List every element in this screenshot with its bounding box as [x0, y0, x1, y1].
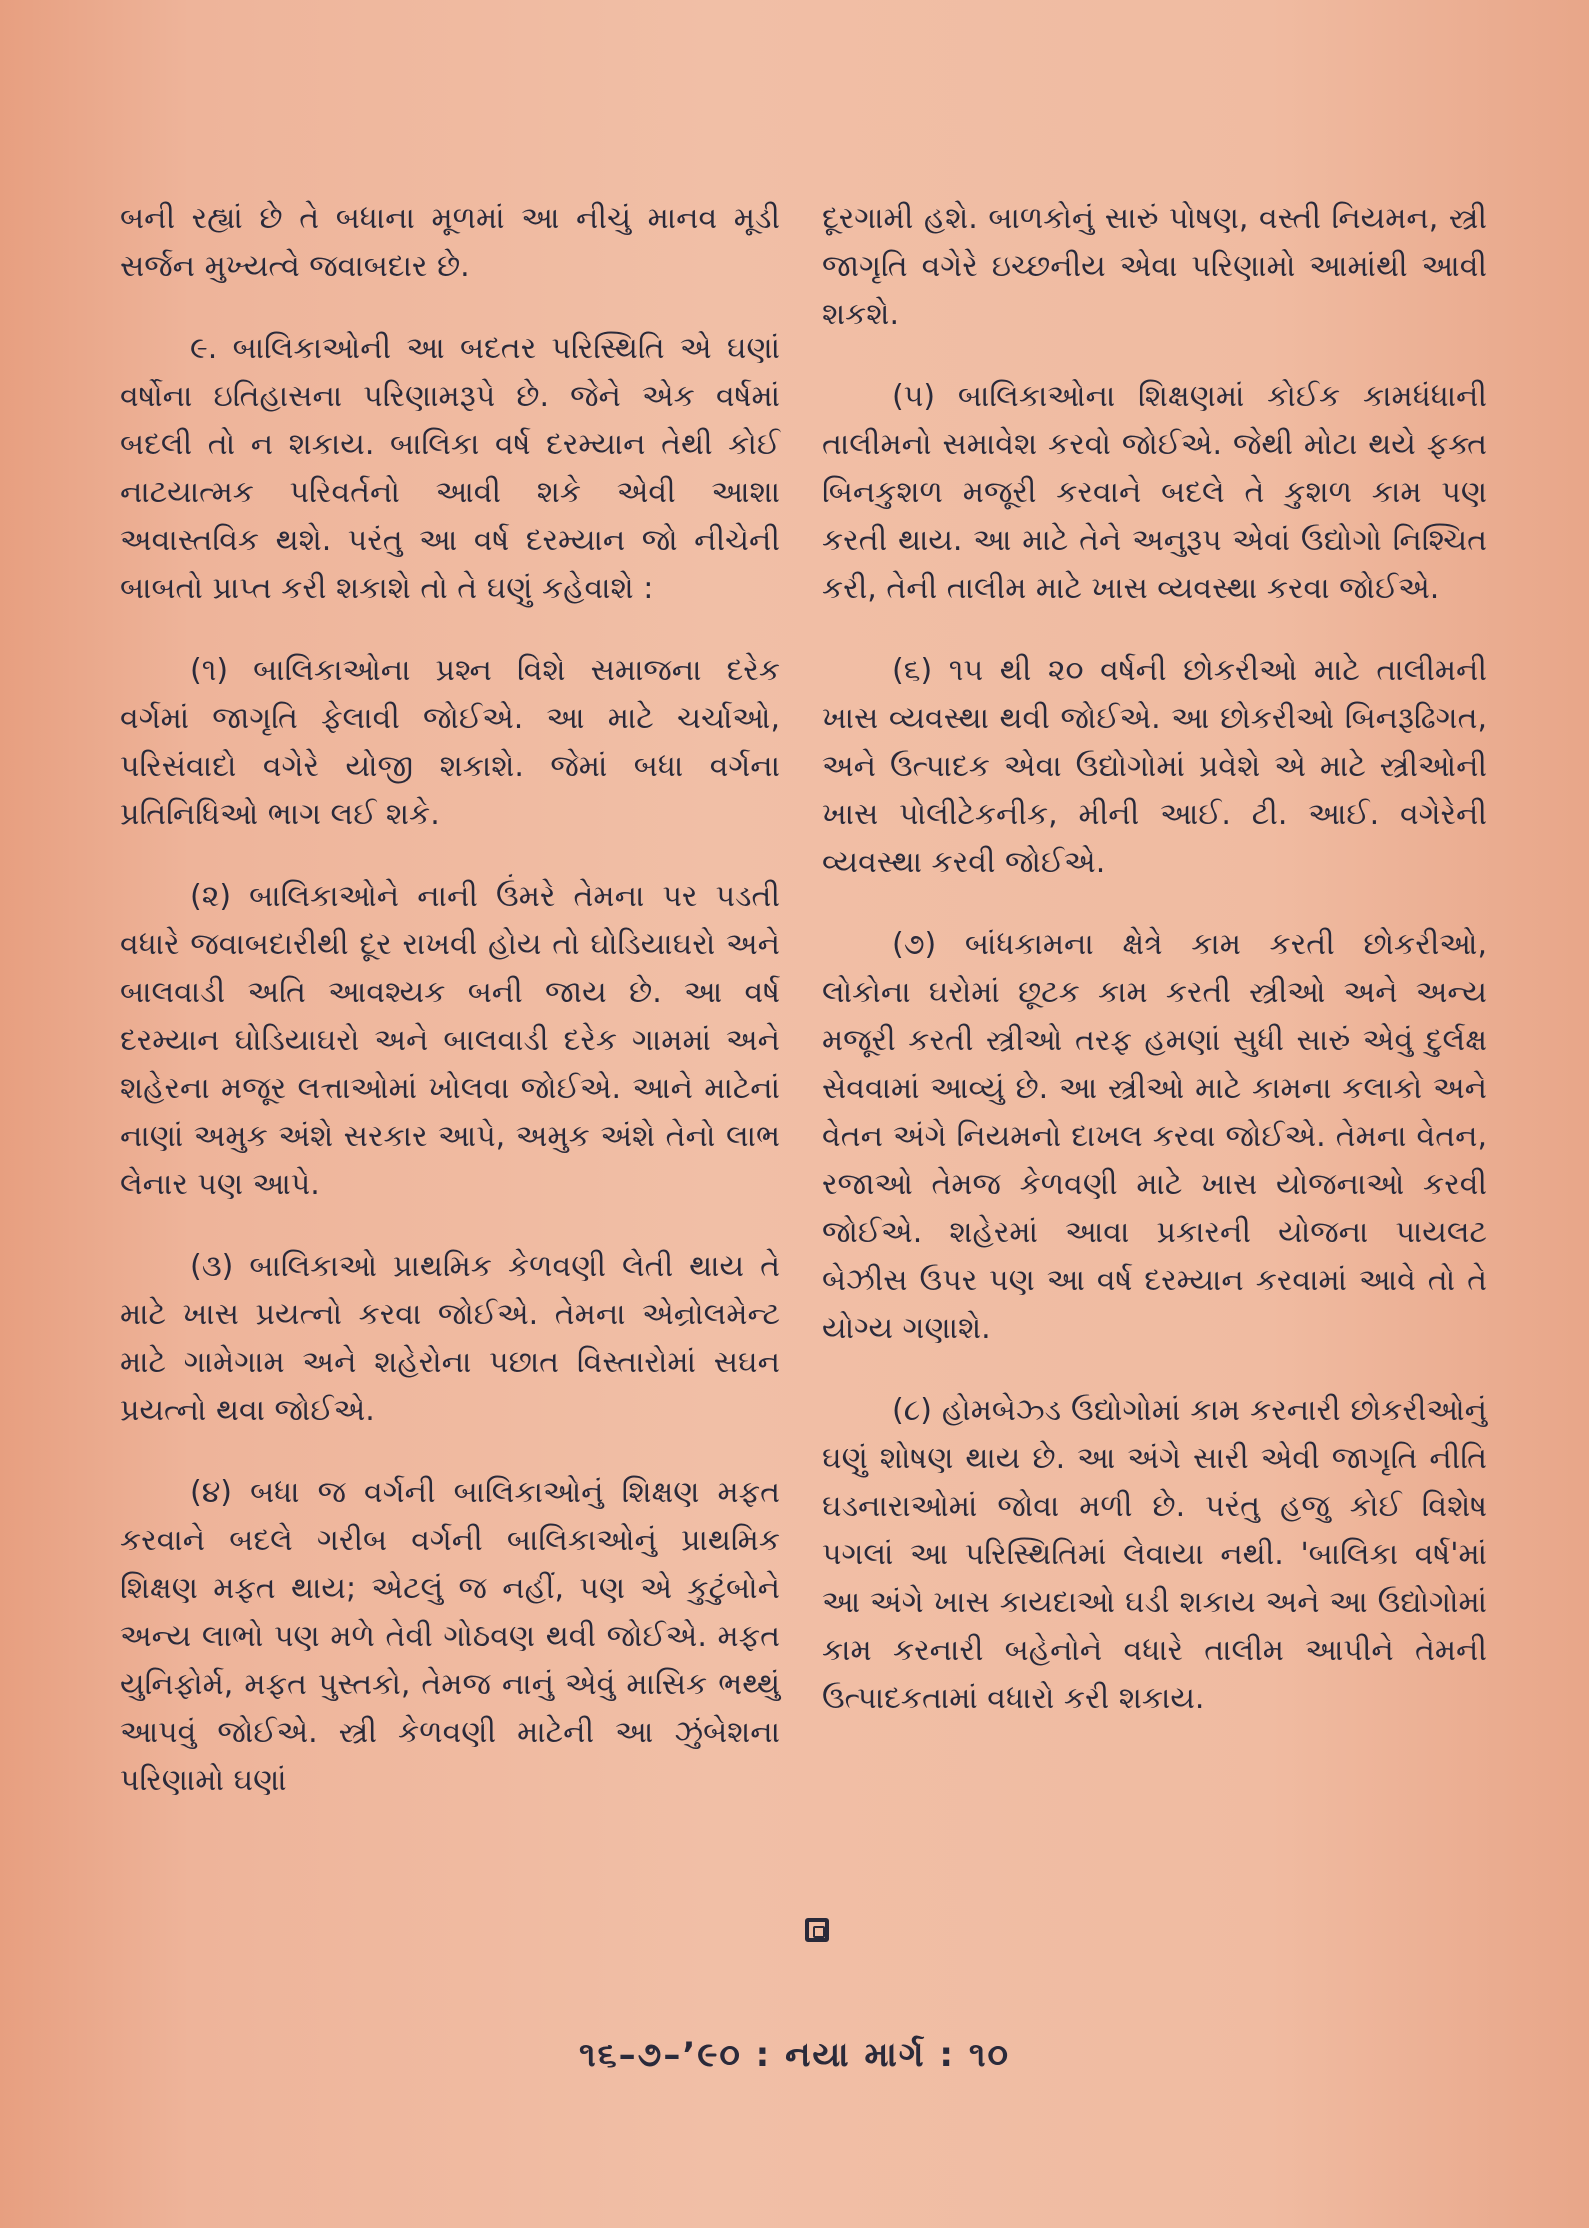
- square-ornament-icon: [805, 1918, 829, 1942]
- paragraph: (૧) બાલિકાઓના પ્રશ્ન વિશે સમાજના દરેક વર્ગમાં જાગૃતિ ફેલાવી જોઈએ. આ માટે ચર્ચાઓ, પરિસંવાદો વગેરે યોજી શકાશે. જેમાં બધા વર્ગના પ્રતિનિધિઓ ભાગ લઈ શકે.: [120, 653, 780, 832]
- paragraph: (૮) હોમબેઝ્ડ ઉદ્યોગોમાં કામ કરનારી છોકરીઓનું ઘણું શોષણ થાય છે. આ અંગે સારી એવી જાગૃતિ નીતિ ઘડનારાઓમાં જોવા મળી છે. પરંતુ હજુ કોઈ વિશેષ પગલાં આ પરિસ્થિતિમાં લેવાયા નથી. 'બાલિકા વર્ષ'માં આ અંગે ખાસ કાયદાઓ ઘડી શકાય અને આ ઉદ્યોગોમાં કામ કરનારી બહેનોને વધારે તાલીમ આપીને તેમની ઉત્પાદકતામાં વધારો કરી શકાય.: [822, 1393, 1487, 1716]
- right-column: [822, 195, 1487, 1757]
- paragraph: (૪) બધા જ વર્ગની બાલિકાઓનું શિક્ષણ મફત કરવાને બદલે ગરીબ વર્ગની બાલિકાઓનું પ્રાથમિક શિક્ષણ મફત થાય; એટલું જ નહીં, પણ એ કુટુંબોને અન્ય લાભો પણ મળે તેવી ગોઠવણ થવી જોઈએ. મફત યુનિફોર્મ, મફત પુસ્તકો, તેમજ નાનું એવું માસિક ભથ્થું આપવું જોઈએ. સ્ત્રી કેળવણી માટેની આ ઝુંબેશના પરિણામો ઘણાં: [120, 1475, 780, 1798]
- paragraph: (૭) બાંધકામના ક્ષેત્રે કામ કરતી છોકરીઓ, લોકોના ઘરોમાં છૂટક કામ કરતી સ્ત્રીઓ અને અન્ય મજૂરી કરતી સ્ત્રીઓ તરફ હમણાં સુધી સારું એવું દુર્લક્ષ સેવવામાં આવ્યું છે. આ સ્ત્રીઓ માટે કામના કલાકો અને વેતન અંગે નિયમનો દાખલ કરવા જોઈએ. તેમના વેતન, રજાઓ તેમજ કેળવણી માટે ખાસ યોજનાઓ કરવી જોઈએ. શહેરમાં આવા પ્રકારની યોજના પાયલટ બેઝીસ ઉપર પણ આ વર્ષ દરમ્યાન કરવામાં આવે તો તે યોગ્ય ગણાશે.: [822, 927, 1487, 1346]
- paragraph: ૯. બાલિકાઓની આ બદતર પરિસ્થિતિ એ ઘણાં વર્ષોના ઇતિહાસના પરિણામરૂપે છે. જેને એક વર્ષમાં બદલી તો ન શકાય. બાલિકા વર્ષ દરમ્યાન તેથી કોઈ નાટયાત્મક પરિવર્તનો આવી શકે એવી આશા અવાસ્તવિક થશે. પરંતુ આ વર્ષ દરમ્યાન જો નીચેની બાબતો પ્રાપ્ત કરી શકાશે તો તે ઘણું કહેવાશે :: [120, 331, 780, 606]
- paragraph: (૫) બાલિકાઓના શિક્ષણમાં કોઈક કામધંધાની તાલીમનો સમાવેશ કરવો જોઈએ. જેથી મોટા થયે ફક્ત બિનકુશળ મજૂરી કરવાને બદલે તે કુશળ કામ પણ કરતી થાય. આ માટે તેને અનુરૂપ એવાં ઉદ્યોગો નિશ્ચિત કરી, તેની તાલીમ માટે ખાસ વ્યવસ્થા કરવા જોઈએ.: [822, 379, 1487, 606]
- paragraph: (૨) બાલિકાઓને નાની ઉંમરે તેમના પર પડતી વધારે જવાબદારીથી દૂર રાખવી હોય તો ઘોડિયાઘરો અને બાલવાડી અતિ આવશ્યક બની જાય છે. આ વર્ષ દરમ્યાન ઘોડિયાઘરો અને બાલવાડી દરેક ગામમાં અને શહેરના મજૂર લત્તાઓમાં ખોલવા જોઈએ. આને માટેનાં નાણાં અમુક અંશે સરકાર આપે, અમુક અંશે તેનો લાભ લેનાર પણ આપે.: [120, 879, 780, 1202]
- paragraph: બની રહ્યાં છે તે બધાના મૂળમાં આ નીચું માનવ મૂડી સર્જન મુખ્યત્વે જવાબદાર છે.: [120, 201, 780, 284]
- left-column: [120, 195, 780, 1839]
- paragraph: (૬) ૧૫ થી ૨૦ વર્ષની છોકરીઓ માટે તાલીમની ખાસ વ્યવસ્થા થવી જોઈએ. આ છોકરીઓ બિનરૂઢિગત, અને ઉત્પાદક એવા ઉદ્યોગોમાં પ્રવેશે એ માટે સ્ત્રીઓની ખાસ પોલીટેકનીક, મીની આઈ. ટી. આઈ. વગેરેની વ્યવસ્થા કરવી જોઈએ.: [822, 653, 1487, 880]
- paragraph: (૩) બાલિકાઓ પ્રાથમિક કેળવણી લેતી થાય તે માટે ખાસ પ્રયત્નો કરવા જોઈએ. તેમના એન્રોલમેન્ટ માટે ગામેગામ અને શહેરોના પછાત વિસ્તારોમાં સઘન પ્રયત્નો થવા જોઈએ.: [120, 1249, 780, 1428]
- paragraph: દૂરગામી હશે. બાળકોનું સારું પોષણ, વસ્તી નિયમન, સ્ત્રી જાગૃતિ વગેરે ઇચ્છનીય એવા પરિણામો આમાંથી આવી શકશે.: [822, 201, 1487, 332]
- page-footer: ૧૬–૭–’૯૦ : નયા માર્ગ : ૧૦: [578, 2035, 1010, 2075]
